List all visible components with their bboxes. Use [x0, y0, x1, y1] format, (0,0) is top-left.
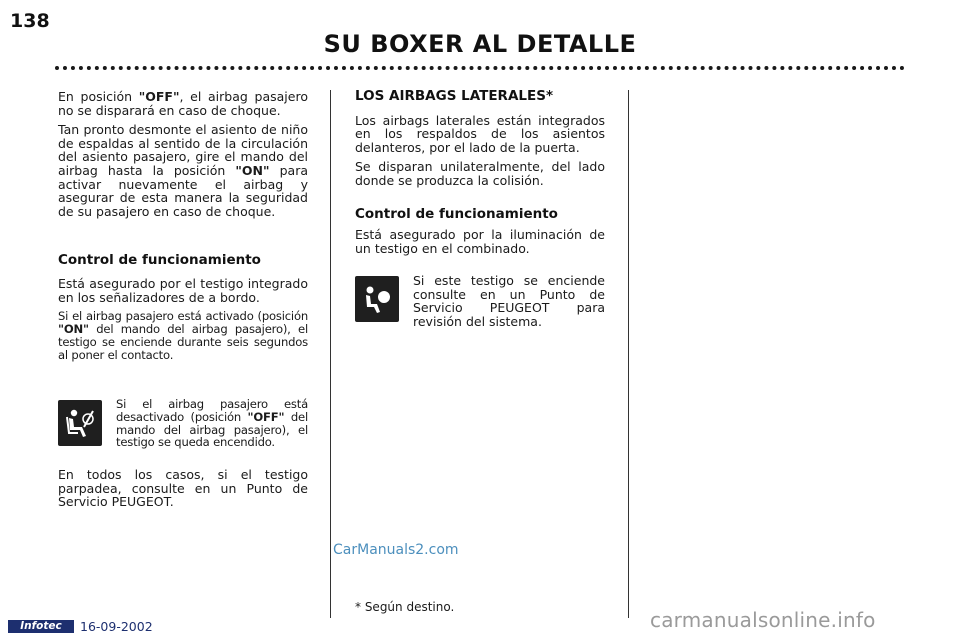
paragraph-side-testigo: Está asegurado por la iluminación de un testigo en el combinado.	[355, 227, 605, 256]
warning-side-airbag: Si este testigo se enciende consulte en un Punto de Servicio PEUGEOT para revisión del sistema.	[413, 273, 605, 329]
watermark-carmanuals: CarManuals2.com	[333, 542, 459, 558]
column-divider-right	[628, 90, 629, 618]
watermark-carmanualsonline: carmanualsonline.info	[650, 608, 876, 632]
infotec-badge: Infotec	[8, 620, 74, 633]
page-title: SU BOXER AL DETALLE	[323, 30, 637, 58]
side-airbag-warning-icon	[355, 276, 399, 322]
page-number: 138	[10, 10, 50, 32]
footnote: * Según destino.	[355, 600, 455, 614]
section-heading-control-side: Control de funcionamiento	[355, 205, 558, 222]
paragraph-blinking: En todos los casos, si el testigo parpadea, consulte en un Punto de Servicio PEUGEOT.	[58, 467, 308, 510]
paragraph-reactivate: Tan pronto desmonte el asiento de niño de espaldas al sentido de la circulación del asiento pasajero, gire el mando del airbag hasta la posición "ON" para activar nuevamente el airbag y asegurar de esta manera la seguridad de su pasajero en caso de choque.	[58, 122, 309, 219]
section-heading-control: Control de funcionamiento	[58, 252, 261, 269]
section-heading-side-airbags: LOS AIRBAGS LATERALES*	[355, 88, 554, 104]
column-divider-left	[330, 90, 331, 618]
paragraph-off-position: En posición "OFF", el airbag pasajero no se disparará en caso de choque.	[58, 89, 308, 118]
middle-column	[355, 90, 605, 261]
paragraph-activated: Si el airbag pasajero está activado (posición "ON" del mando del airbag pasajero), el testigo se enciende durante seis segundos al poner el contacto.	[58, 309, 308, 362]
left-column	[58, 90, 308, 367]
footer-date: 16-09-2002	[80, 619, 153, 634]
paragraph-side-integrated: Los airbags laterales están integrados en los respaldos de los asientos delanteros, por el lado de la puerta.	[355, 112, 605, 155]
warning-airbag-off: Si el airbag pasajero está desactivado (posición "OFF" del mando del airbag pasajero), el testigo se queda encendido.	[116, 397, 308, 450]
spacer	[58, 224, 308, 254]
paragraph-testigo: Está asegurado por el testigo integrado en los señalizadores de a bordo.	[58, 275, 308, 305]
paragraph-side-deploy: Se disparan unilateralmente, del lado donde se produzca la colisión.	[355, 159, 605, 188]
seat-airbag-off-icon	[58, 400, 102, 446]
title-dotted-rule	[55, 66, 905, 70]
